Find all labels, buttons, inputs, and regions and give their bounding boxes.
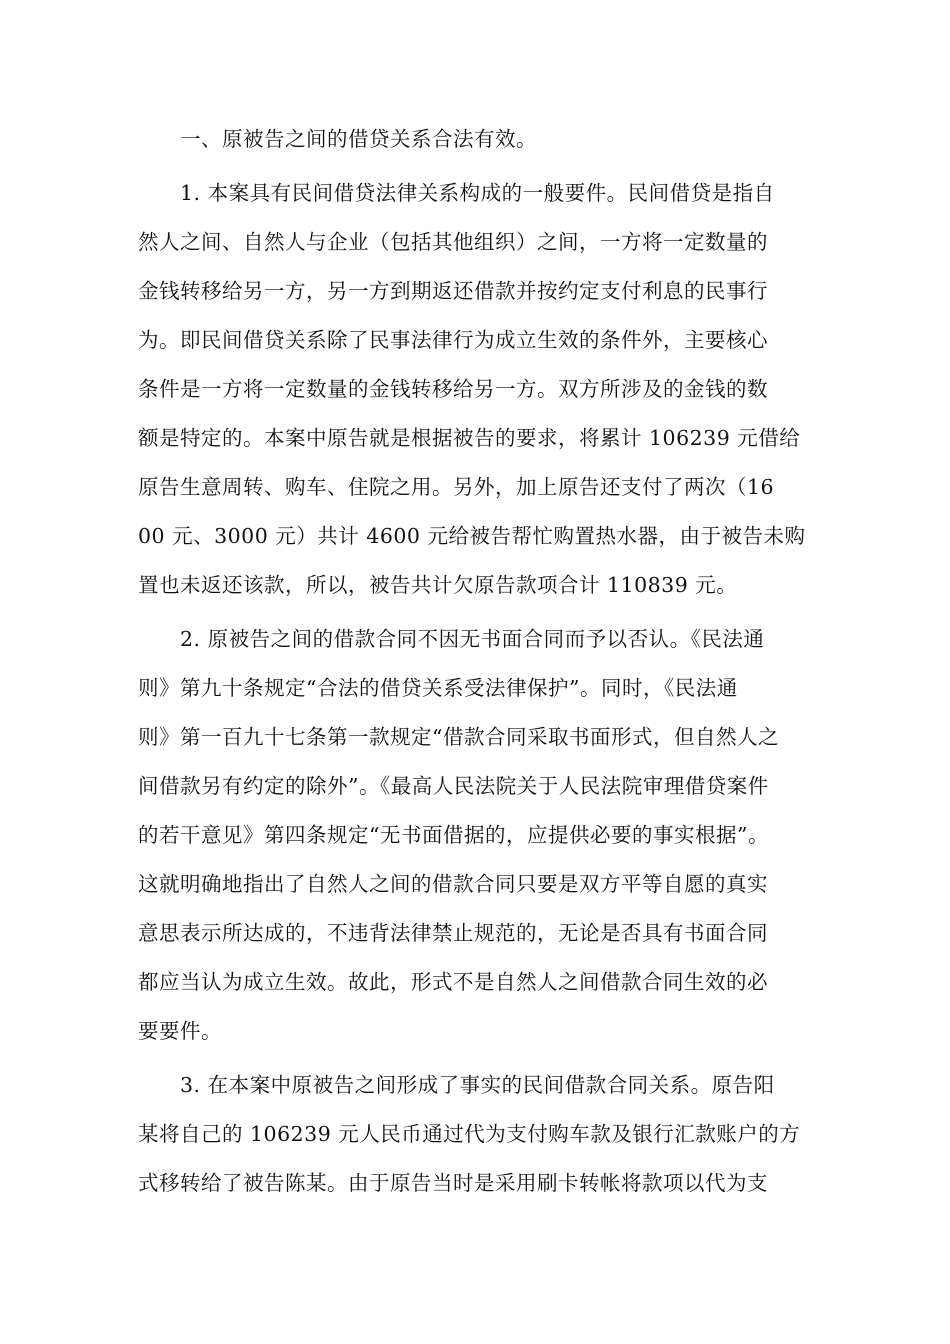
- paragraph-1-line-2: 然人之间、自然人与企业（包括其他组织）之间，一方将一定数量的: [138, 230, 768, 254]
- paragraph-1-line-9: 置也未返还该款，所以，被告共计欠原告款项合计 110839 元。: [138, 573, 738, 597]
- paragraph-1-line-5: 条件是一方将一定数量的金钱转移给另一方。双方所涉及的金钱的数: [138, 377, 768, 401]
- paragraph-2-line-5: 的若干意见》第四条规定“无书面借据的，应提供必要的事实根据”。: [138, 823, 769, 847]
- paragraph-3-line-2: 某将自己的 106239 元人民币通过代为支付购车款及银行汇款账户的方: [138, 1122, 801, 1146]
- paragraph-1-line-6: 额是特定的。本案中原告就是根据被告的要求，将累计 106239 元借给: [138, 426, 801, 450]
- paragraph-2-line-4: 间借款另有约定的除外”。《最高人民法院关于人民法院审理借贷案件: [138, 774, 769, 798]
- paragraph-2-line-3: 则》第一百九十七条第一款规定“借款合同采取书面形式，但自然人之: [138, 725, 779, 749]
- paragraph-2-line-8: 都应当认为成立生效。故此，形式不是自然人之间借款合同生效的必: [138, 970, 768, 994]
- paragraph-3-line-3: 式移转给了被告陈某。由于原告当时是采用刷卡转帐将款项以代为支: [138, 1171, 768, 1195]
- paragraph-1-line-3: 金钱转移给另一方，另一方到期返还借款并按约定支付利息的民事行: [138, 279, 768, 303]
- paragraph-2-line-6: 这就明确地指出了自然人之间的借款合同只要是双方平等自愿的真实: [138, 872, 768, 896]
- paragraph-1-line-1: 1. 本案具有民间借贷法律关系构成的一般要件。民间借贷是指自: [180, 181, 775, 205]
- paragraph-3-line-1: 3. 在本案中原被告之间形成了事实的民间借款合同关系。原告阳: [180, 1073, 775, 1097]
- paragraph-2-line-9: 要要件。: [138, 1019, 222, 1043]
- paragraph-2-line-2: 则》第九十条规定“合法的借贷关系受法律保护”。同时，《民法通: [138, 676, 738, 700]
- paragraph-1-line-7: 原告生意周转、购车、住院之用。另外，加上原告还支付了两次（16: [138, 475, 775, 499]
- paragraph-1-line-8: 00 元、3000 元）共计 4600 元给被告帮忙购置热水器，由于被告未购: [138, 524, 806, 548]
- paragraph-2-line-1: 2. 原被告之间的借款合同不因无书面合同而予以否认。《民法通: [180, 627, 765, 651]
- section-heading: 一、原被告之间的借贷关系合法有效。: [180, 127, 537, 151]
- paragraph-2-line-7: 意思表示所达成的，不违背法律禁止规范的，无论是否具有书面合同: [138, 921, 768, 945]
- paragraph-1-line-4: 为。即民间借贷关系除了民事法律行为成立生效的条件外，主要核心: [138, 328, 768, 352]
